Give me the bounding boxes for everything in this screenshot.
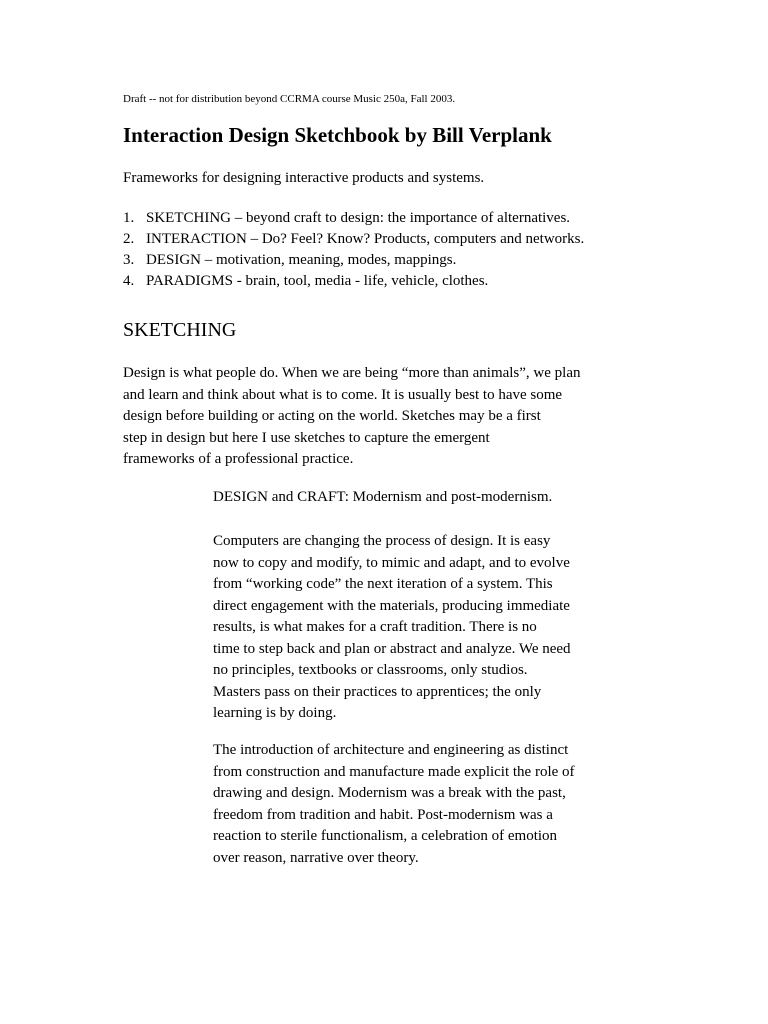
paragraph-line: results, is what makes for a craft tradition. There is no <box>213 619 537 635</box>
paragraph-line: Design is what people do. When we are being “more than animals”, we plan <box>123 365 581 381</box>
craft-paragraph <box>213 531 571 725</box>
paragraph-line: direct engagement with the materials, producing immediate <box>213 597 570 614</box>
paragraph-line: freedom from tradition and habit. Post-modernism was a <box>213 806 553 823</box>
paragraph-line: reaction to sterile functionalism, a celebration of emotion <box>213 828 558 844</box>
paragraph-line: step in design but here I use sketches to capture the emergent <box>123 429 490 446</box>
outline-item-number: 3. <box>123 252 135 268</box>
draft-notice: Draft -- not for distribution beyond CCRMA course Music 250a, Fall 2003. <box>123 93 456 105</box>
outline-item <box>123 229 584 250</box>
outline-item-text: DESIGN – motivation, meaning, modes, mappings. <box>146 252 457 268</box>
paragraph-line: no principles, textbooks or classrooms, only studios. <box>213 662 528 678</box>
paragraph-line: from construction and manufacture made explicit the role of <box>213 763 575 780</box>
outline-item-text: PARADIGMS - brain, tool, media - life, vehicle, clothes. <box>146 273 489 289</box>
paragraph-line: The introduction of architecture and engineering as distinct <box>213 742 569 758</box>
outline-item <box>123 208 584 229</box>
paragraph-line: Masters pass on their practices to apprentices; the only <box>213 683 542 700</box>
outline-item-number: 4. <box>123 273 135 289</box>
subsection-heading: DESIGN and CRAFT: Modernism and post-modernism. <box>213 489 553 505</box>
outline-item-text: INTERACTION – Do? Feel? Know? Products, computers and networks. <box>146 231 585 247</box>
modernism-paragraph <box>213 740 575 869</box>
outline-item <box>123 271 584 292</box>
paragraph-line: time to step back and plan or abstract and analyze. We need <box>213 640 571 657</box>
paragraph-line: frameworks of a professional practice. <box>123 451 354 467</box>
document-subtitle: Frameworks for designing interactive products and systems. <box>123 170 485 186</box>
intro-paragraph <box>123 363 581 471</box>
outline-item-number: 1. <box>123 210 135 226</box>
paragraph-line: Computers are changing the process of design. It is easy <box>213 533 551 549</box>
paragraph-line: drawing and design. Modernism was a break with the past, <box>213 785 566 801</box>
paragraph-line: learning is by doing. <box>213 705 337 721</box>
paragraph-line: design before building or acting on the world. Sketches may be a first <box>123 408 541 424</box>
outline-item <box>123 250 584 271</box>
paragraph-line: and learn and think about what is to come. It is usually best to have some <box>123 386 563 403</box>
outline-item-number: 2. <box>123 231 135 247</box>
paragraph-line: from “working code” the next iteration of a system. This <box>213 576 553 592</box>
section-heading: SKETCHING <box>123 319 237 341</box>
document-title: Interaction Design Sketchbook by Bill Verplank <box>123 123 552 147</box>
paragraph-line: over reason, narrative over theory. <box>213 849 419 866</box>
paragraph-line: now to copy and modify, to mimic and adapt, and to evolve <box>213 554 570 571</box>
outline-list <box>123 208 584 292</box>
outline-item-text: SKETCHING – beyond craft to design: the importance of alternatives. <box>146 210 571 226</box>
